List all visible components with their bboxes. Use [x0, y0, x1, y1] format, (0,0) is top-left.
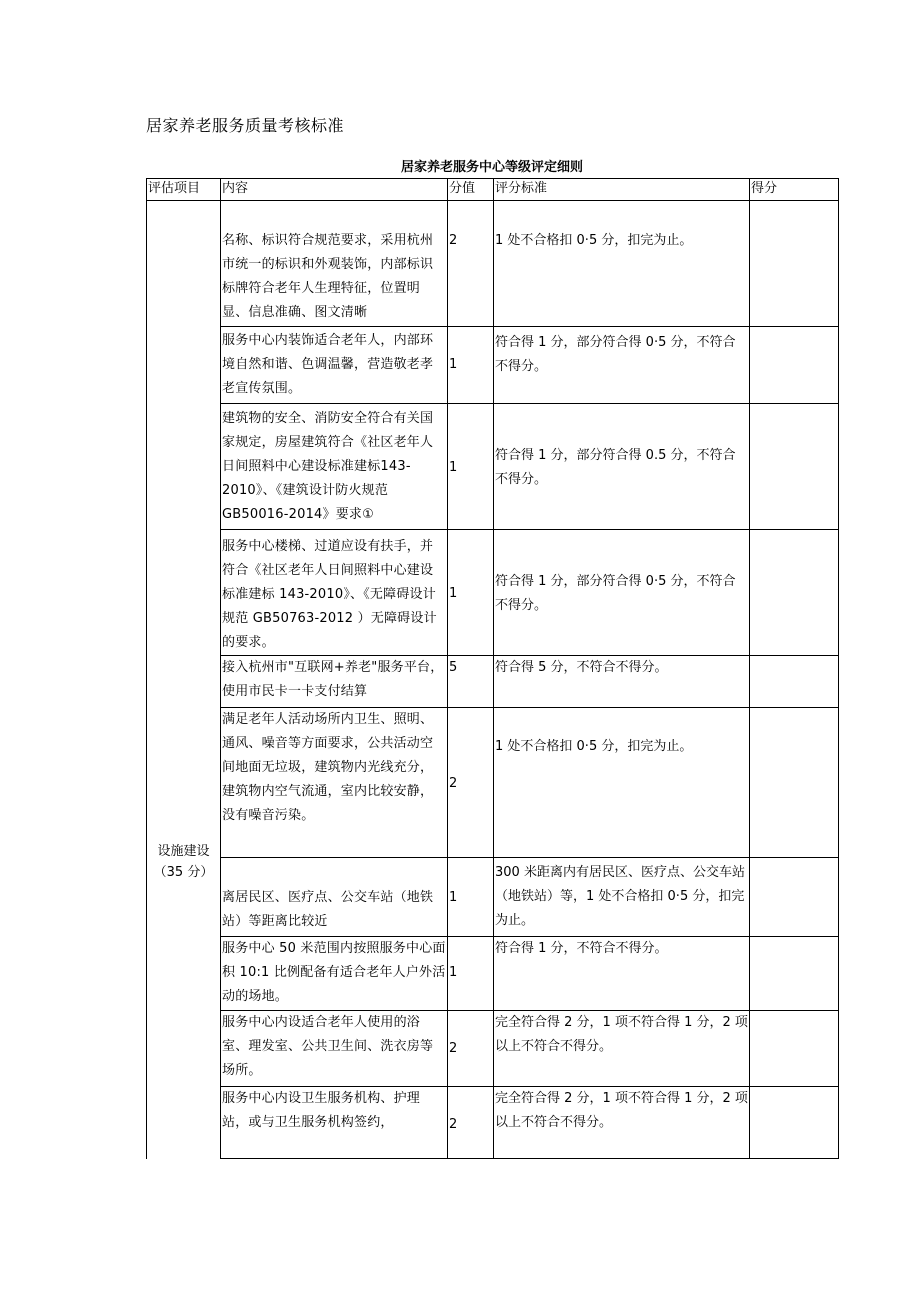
row-criteria: 1 处不合格扣 0·5 分，扣完为止。	[494, 708, 750, 858]
row-score: 1	[448, 858, 494, 937]
table-caption: 居家养老服务中心等级评定细则	[400, 160, 583, 175]
table-row	[147, 530, 839, 656]
table-row	[147, 656, 839, 708]
row-criteria: 完全符合得 2 分，1 项不符合得 1 分，2 项以上不符合不得分。	[494, 1011, 750, 1087]
row-score: 2	[448, 201, 494, 327]
row-content: 离居民区、医疗点、公交车站（地铁站）等距离比较近	[221, 858, 448, 937]
row-criteria: 符合得 1 分，部分符合得 0·5 分，不符合不得分。	[494, 530, 750, 656]
table-row	[147, 708, 839, 858]
row-criteria: 符合得 1 分，部分符合得 0.5 分，不符合不得分。	[494, 404, 750, 530]
row-score: 1	[448, 937, 494, 1011]
table-header-row	[147, 179, 839, 201]
row-content: 服务中心 50 米范围内按照服务中心面积 10:1 比例配备有适合老年人户外活动的场地。	[221, 937, 448, 1011]
row-obtained	[750, 937, 839, 1011]
category-cell	[147, 201, 221, 1159]
table-row	[147, 201, 839, 327]
row-score: 5	[448, 656, 494, 708]
row-obtained	[750, 1087, 839, 1159]
row-content: 名称、标识符合规范要求，采用杭州市统一的标识和外观装饰，内部标识标牌符合老年人生理特征，位置明显、信息准确、图文清晰	[221, 201, 448, 327]
row-score: 1	[448, 404, 494, 530]
row-content: 满足老年人活动场所内卫生、照明、通风、噪音等方面要求，公共活动空间地面无垃圾，建筑物内光线充分，建筑物内空气流通，室内比较安静，没有噪音污染。	[221, 708, 448, 858]
row-criteria: 符合得 1 分，部分符合得 0·5 分，不符合不得分。	[494, 327, 750, 404]
document-title: 居家养老服务质量考核标准	[146, 116, 345, 135]
row-content: 服务中心内装饰适合老年人，内部环境自然和谐、色调温馨，营造敬老孝老宣传氛围。	[221, 327, 448, 404]
row-obtained	[750, 404, 839, 530]
category-points: （35 分）	[153, 865, 214, 880]
table-row	[147, 404, 839, 530]
row-score: 1	[448, 327, 494, 404]
row-score: 2	[448, 1011, 494, 1087]
header-score: 分值	[448, 179, 494, 201]
row-content: 服务中心内设适合老年人使用的浴室、理发室、公共卫生间、洗衣房等场所。	[221, 1011, 448, 1087]
row-obtained	[750, 1011, 839, 1087]
table-row	[147, 1087, 839, 1159]
row-content: 服务中心楼梯、过道应设有扶手，并符合《社区老年人日间照料中心建设标准建标 143-2010》、《无障碍设计规范 GB50763-2012 ）无障碍设计的要求。	[221, 530, 448, 656]
row-obtained	[750, 656, 839, 708]
row-obtained	[750, 708, 839, 858]
table-row	[147, 937, 839, 1011]
row-obtained	[750, 858, 839, 937]
row-content: 建筑物的安全、消防安全符合有关国家规定，房屋建筑符合《社区老年人日间照料中心建设标准建标143-2010》、《建筑设计防火规范GB50016-2014》要求①	[221, 404, 448, 530]
row-score: 2	[448, 1087, 494, 1159]
table-row	[147, 858, 839, 937]
row-criteria: 1 处不合格扣 0·5 分，扣完为止。	[494, 201, 750, 327]
row-criteria: 300 米距离内有居民区、医疗点、公交车站（地铁站）等，1 处不合格扣 0·5 分，扣完为止。	[494, 858, 750, 937]
row-content: 接入杭州市"互联网+养老"服务平台，使用市民卡一卡支付结算	[221, 656, 448, 708]
row-score: 1	[448, 530, 494, 656]
category-name: 设施建设	[157, 844, 210, 859]
row-content: 服务中心内设卫生服务机构、护理站，或与卫生服务机构签约，	[221, 1087, 448, 1159]
header-criteria: 评分标准	[494, 179, 750, 201]
evaluation-table	[146, 178, 839, 1159]
table-row	[147, 327, 839, 404]
row-obtained	[750, 327, 839, 404]
row-criteria: 符合得 5 分，不符合不得分。	[494, 656, 750, 708]
header-obtained: 得分	[750, 179, 839, 201]
row-score: 2	[448, 708, 494, 858]
row-criteria: 符合得 1 分，不符合不得分。	[494, 937, 750, 1011]
row-criteria: 完全符合得 2 分，1 项不符合得 1 分，2 项以上不符合不得分。	[494, 1087, 750, 1159]
header-item: 评估项目	[147, 179, 221, 201]
table-row	[147, 1011, 839, 1087]
row-obtained	[750, 530, 839, 656]
header-content: 内容	[221, 179, 448, 201]
row-obtained	[750, 201, 839, 327]
